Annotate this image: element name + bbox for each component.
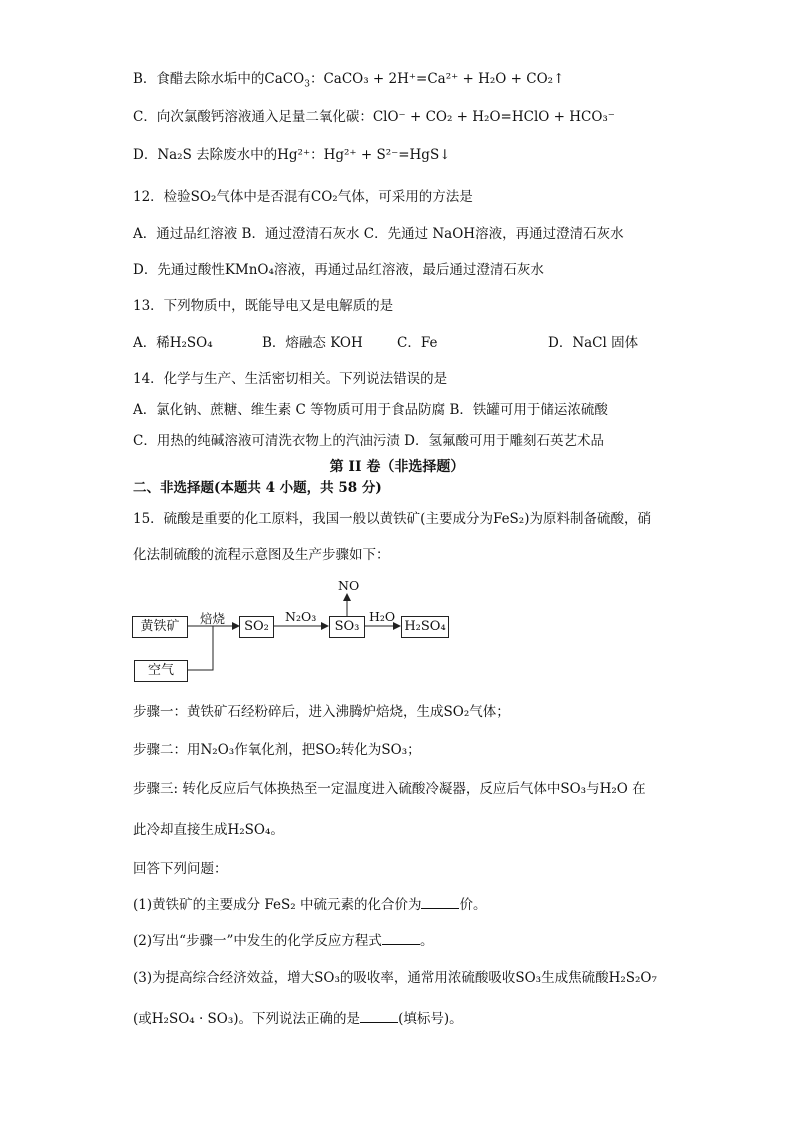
- q14-options-ab: A．氯化钠、蔗糖、维生素 C 等物质可用于食品防腐 B．铁罐可用于储运浓硫酸: [133, 402, 608, 418]
- q11-option-c-equation: ClO⁻ + CO₂ + H₂O=HClO + HCO₃⁻: [372, 109, 615, 125]
- box-air: 空气: [134, 660, 188, 682]
- q15-sub2-text: (2)写出“步骤一”中发生的化学反应方程式: [133, 933, 382, 949]
- q15-step2: 步骤二：用N₂O₃作氧化剂，把SO₂转化为SO₃；: [133, 742, 421, 758]
- q11-option-b-colon: ：: [309, 71, 324, 87]
- q11-option-d-label: D．Na₂S 去除废水中的Hg²⁺：: [133, 147, 324, 163]
- q12-options-abc: A．通过品红溶液 B．通过澄清石灰水 C．先通过 NaOH溶液，再通过澄清石灰水: [133, 226, 624, 242]
- box-pyrite: 黄铁矿: [132, 616, 188, 638]
- label-h2o: H₂O: [369, 609, 396, 624]
- label-roast: 焙烧: [200, 611, 226, 626]
- box-so2: SO₂: [239, 616, 274, 638]
- box-so3: SO₃: [329, 616, 365, 638]
- q15-sub1-text: (1)黄铁矿的主要成分 FeS₂ 中硫元素的化合价为: [133, 897, 422, 913]
- section-two-heading: 二、非选择题(本题共 4 小题，共 58 分): [133, 480, 382, 496]
- q15-step3-line2: 此冷却直接生成H₂SO₄。: [133, 822, 284, 838]
- q11-option-b-label: B．食醋去除水垢中的CaCO: [133, 71, 305, 87]
- q13-stem: 13．下列物质中，既能导电又是电解质的是: [133, 298, 394, 314]
- q15-sub2-tail: 。: [419, 933, 434, 949]
- box-h2so4: H₂SO₄: [401, 616, 449, 638]
- q15-sub3-blank[interactable]: [360, 1010, 398, 1023]
- q12-option-d: D．先通过酸性KMnO₄溶液，再通过品红溶液，最后通过澄清石灰水: [133, 262, 544, 278]
- q15-sub1-blank[interactable]: [421, 896, 459, 909]
- q11-option-d: [133, 146, 451, 164]
- q15-sub3-line2: [133, 1010, 463, 1028]
- part-two-title: 第 II 卷（非选择题）: [329, 459, 465, 475]
- q15-sub1-tail: 价。: [459, 897, 487, 913]
- process-flow-diagram: [128, 578, 468, 690]
- label-no: NO: [338, 578, 360, 593]
- q15-sub2: [133, 932, 433, 950]
- q15-sub3-line1: (3)为提高综合经济效益，增大SO₃的吸收率，通常用浓硫酸吸收SO₃生成焦硫酸H₂S₂O₇: [133, 970, 657, 986]
- q13-option-d: D．NaCl 固体: [548, 335, 639, 351]
- q13-option-b: B．熔融态 KOH: [262, 335, 363, 351]
- q11-option-d-equation: Hg²⁺ + S²⁻=HgS↓: [323, 147, 451, 163]
- q14-stem: 14．化学与生产、生活密切相关。下列说法错误的是: [133, 371, 448, 387]
- q11-option-b: [133, 70, 564, 94]
- q15-sub3-text: (或H₂SO₄ · SO₃)。下列说法正确的是: [133, 1011, 361, 1027]
- q15-sub1: [133, 896, 486, 914]
- q15-answer-intro: 回答下列问题：: [133, 861, 228, 877]
- q11-option-b-sub: 3: [304, 79, 310, 90]
- label-n2o3: N₂O₃: [285, 609, 317, 624]
- q11-option-c-label: C．向次氯酸钙溶液通入足量二氧化碳：: [133, 109, 373, 125]
- q15-step1: 步骤一：黄铁矿石经粉碎后，进入沸腾炉焙烧，生成SO₂气体；: [133, 704, 510, 720]
- q11-option-c: [133, 108, 615, 126]
- q15-intro-line2: 化法制硫酸的流程示意图及生产步骤如下：: [133, 547, 390, 563]
- q15-step3-line1: 步骤三: 转化反应后气体换热至一定温度进入硫酸冷凝器，反应后气体中SO₃与H₂O 在: [133, 781, 646, 797]
- q11-option-b-equation: CaCO₃ + 2H⁺=Ca²⁺ + H₂O + CO₂↑: [323, 71, 565, 87]
- q15-sub3-tail: (填标号)。: [398, 1011, 463, 1027]
- q13-option-c: C．Fe: [397, 335, 438, 351]
- q13-option-a: A．稀H₂SO₄: [133, 335, 213, 351]
- q12-stem: 12．检验SO₂气体中是否混有CO₂气体，可采用的方法是: [133, 189, 473, 205]
- q15-sub2-blank[interactable]: [382, 932, 420, 945]
- q14-options-cd: C．用热的纯碱溶液可清洗衣物上的汽油污渍 D．氢氟酸可用于雕刻石英艺术品: [133, 433, 604, 449]
- q15-intro-line1: 15．硫酸是重要的化工原料，我国一般以黄铁矿(主要成分为FeS₂)为原料制备硫酸，硝: [133, 511, 651, 527]
- arrow-air-to-roast: [188, 626, 213, 670]
